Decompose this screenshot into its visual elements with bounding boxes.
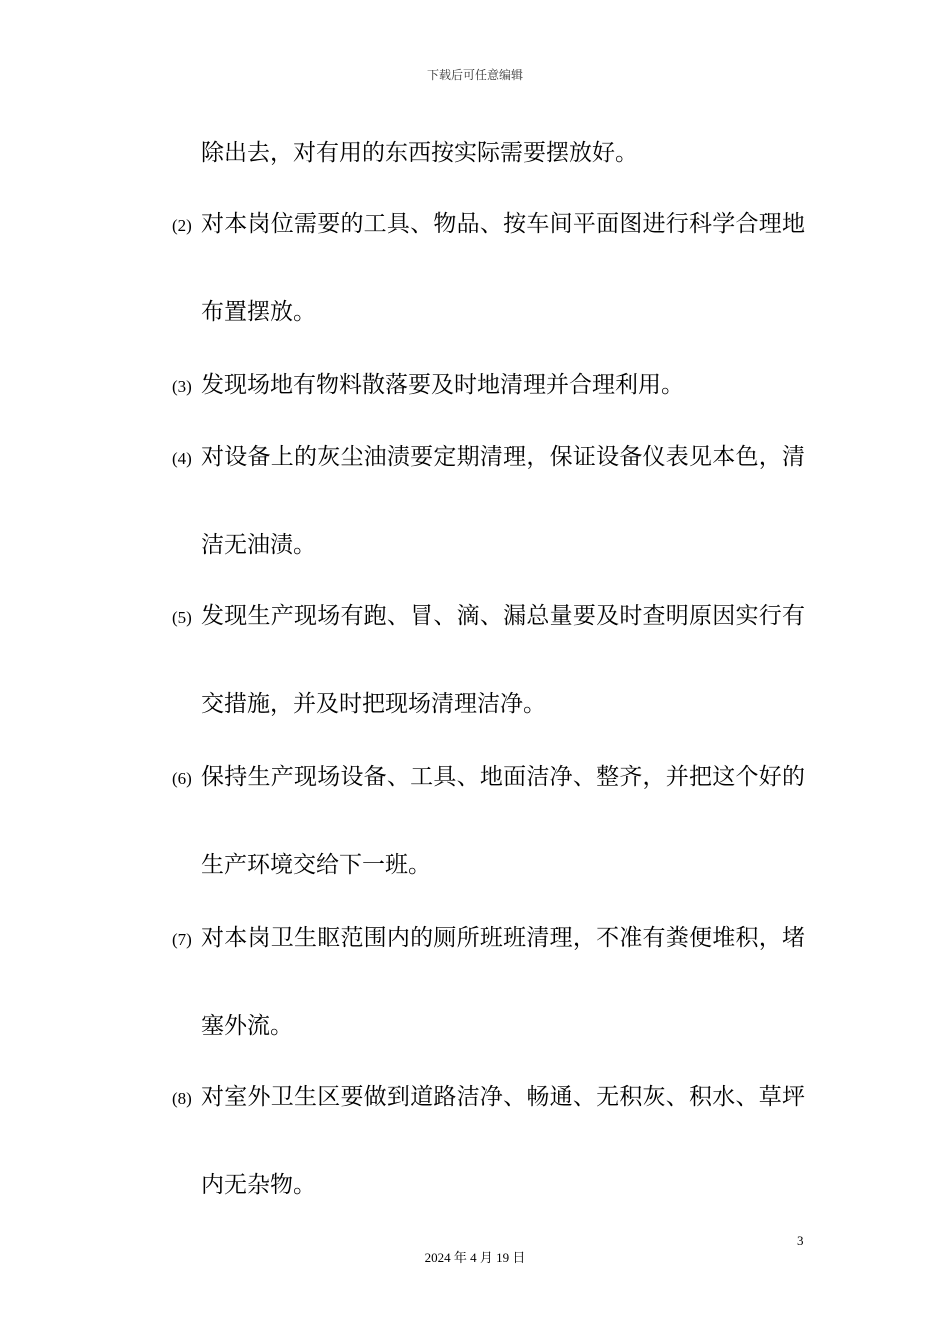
page-number: 3 (797, 1233, 804, 1248)
item-5-line2: 交措施，并及时把现场清理洁净。 (201, 691, 546, 717)
item-3-line1: 发现场地有物料散落要及时地清理并合理利用。 (201, 372, 684, 398)
item-5-marker: (5) (172, 608, 192, 627)
continuation-line: 除出去，对有用的东西按实际需要摆放好。 (201, 140, 638, 166)
item-2-marker: (2) (172, 216, 192, 235)
item-7-line2: 塞外流。 (201, 1013, 293, 1039)
item-7-line1: 对本岗卫生眍范围内的厕所班班清理，不准有粪便堆积，堵 (201, 925, 805, 951)
item-2-line2: 布置摆放。 (201, 299, 316, 325)
item-5-line1: 发现生产现场有跑、冒、滴、漏总量要及时查明原因实行有 (201, 603, 805, 629)
item-6-line2: 生产环境交给下一班。 (201, 852, 431, 878)
item-6-line1: 保持生产现场设备、工具、地面洁净、整齐，并把这个好的 (201, 764, 805, 790)
footer-date: 2024 年 4 月 19 日 (424, 1250, 526, 1265)
item-2-line1: 对本岗位需要的工具、物品、按车间平面图进行科学合理地 (201, 211, 805, 237)
item-8-marker: (8) (172, 1089, 192, 1108)
item-6-marker: (6) (172, 769, 192, 788)
item-8-line1: 对室外卫生区要做到道路洁净、畅通、无积灰、积水、草坪 (201, 1084, 805, 1110)
item-4-marker: (4) (172, 449, 192, 468)
item-4-line2: 洁无油渍。 (201, 532, 316, 558)
item-4-line1: 对设备上的灰尘油渍要定期清理，保证设备仪表见本色，清 (201, 444, 805, 470)
item-8-line2: 内无杂物。 (201, 1172, 316, 1198)
item-3-marker: (3) (172, 377, 192, 396)
header-note: 下载后可任意编辑 (426, 68, 523, 82)
item-7-marker: (7) (172, 930, 192, 949)
